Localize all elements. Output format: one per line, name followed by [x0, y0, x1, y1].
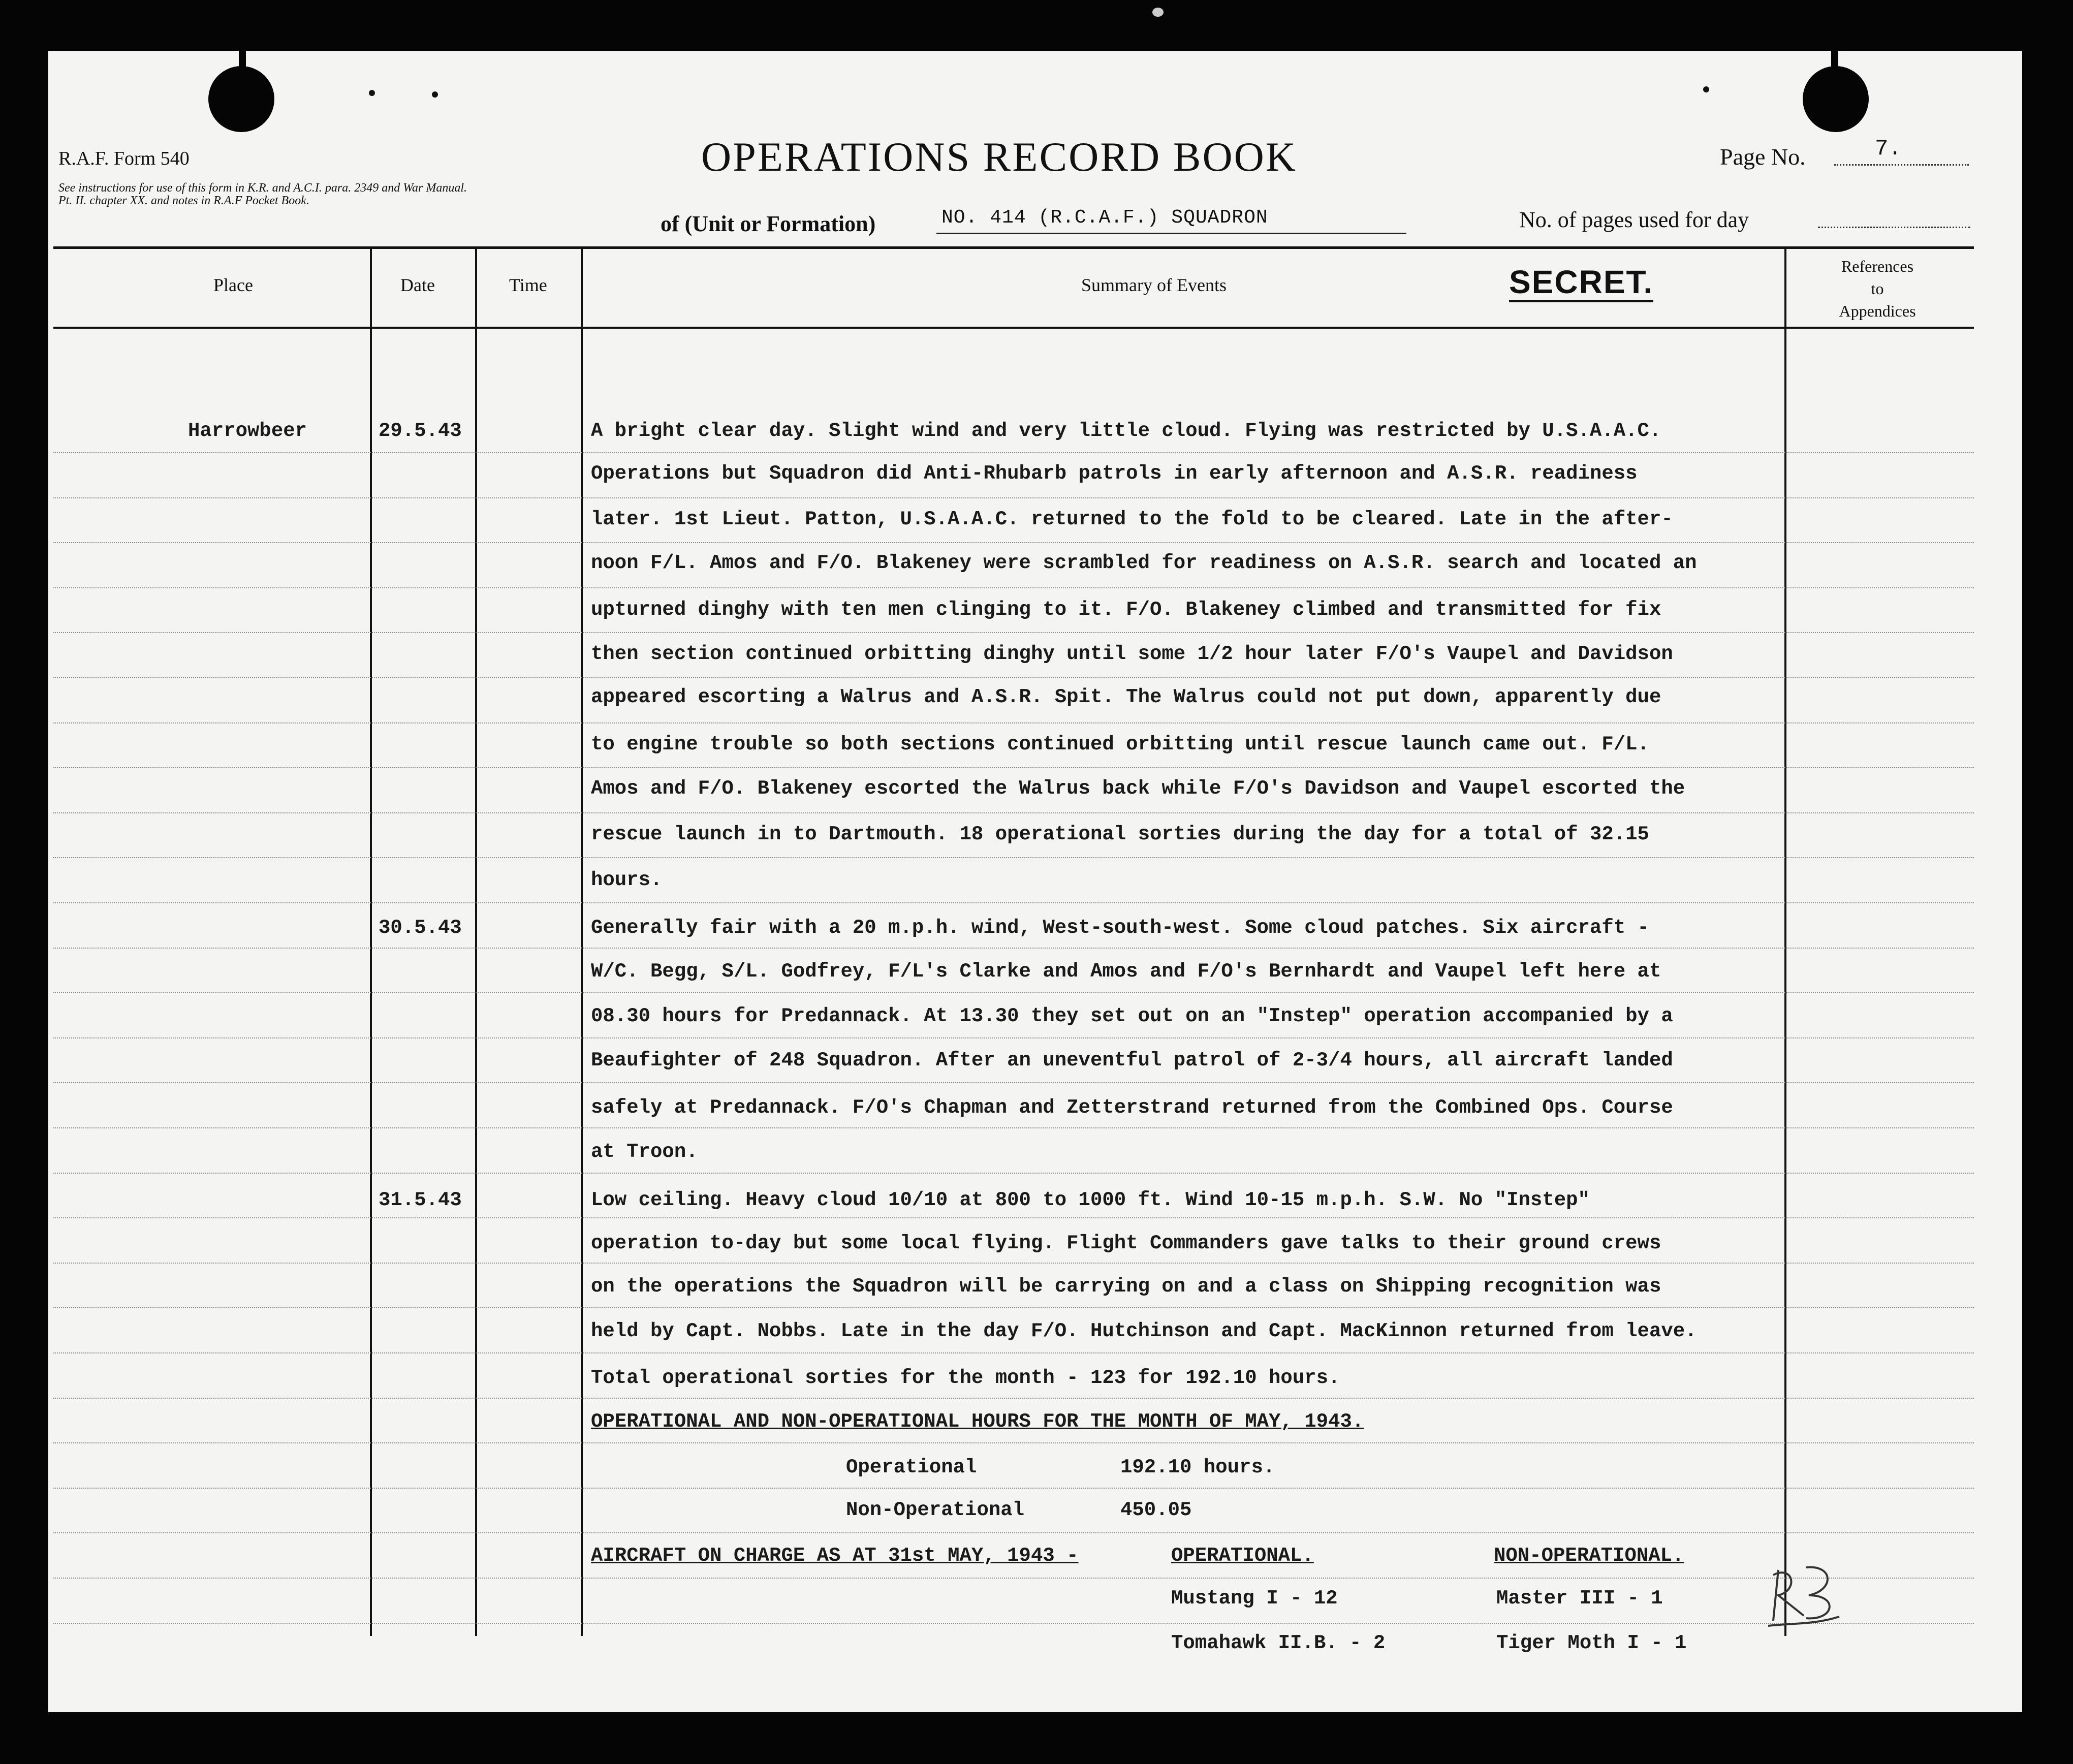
summary-line: Low ceiling. Heavy cloud 10/10 at 800 to 1000 ft. Wind 10-15 m.p.h. S.W. No "Instep": [591, 1189, 1590, 1211]
appendices-line: References: [1841, 257, 1914, 275]
rule-line: [53, 497, 1974, 498]
summary-line: rescue launch in to Dartmouth. 18 operational sorties during the day for a total of 32.15: [591, 823, 1649, 845]
operational-heading: OPERATIONAL.: [1171, 1545, 1314, 1567]
summary-line: held by Capt. Nobbs. Late in the day F/O. Hutchinson and Capt. MacKinnon returned from leave.: [591, 1320, 1697, 1342]
summary-line: 08.30 hours for Predannack. At 13.30 they set out on an "Instep" operation accompanied by a: [591, 1005, 1673, 1027]
unit-value: NO. 414 (R.C.A.F.) SQUADRON: [936, 207, 1406, 234]
summary-line: at Troon.: [591, 1141, 698, 1163]
rule-line: [53, 542, 1974, 543]
rule-line: [53, 1442, 1974, 1443]
date-entry: 29.5.43: [379, 420, 462, 442]
initials-signature: [1758, 1560, 1844, 1631]
date-entry: 30.5.43: [379, 917, 462, 939]
operational-hours-value: 192.10 hours.: [1120, 1456, 1275, 1478]
table-top-border: [53, 246, 1974, 249]
appendices-line: Appendices: [1839, 302, 1916, 320]
rule-line: [53, 1307, 1974, 1308]
speck: [432, 91, 438, 98]
column-header-place: Place: [213, 275, 253, 295]
summary-line: hours.: [591, 869, 663, 891]
summary-line: operation to-day but some local flying. Flight Commanders gave talks to their ground crews: [591, 1232, 1661, 1254]
summary-line: noon F/L. Amos and F/O. Blakeney were scrambled for readiness on A.S.R. search and located an: [591, 552, 1697, 574]
appendices-line: to: [1871, 279, 1884, 298]
page-number-value: 7.: [1834, 136, 1969, 166]
aircraft-row: Tomahawk II.B. - 2: [1171, 1632, 1386, 1654]
summary-line: to engine trouble so both sections continued orbitting until rescue launch came out. F/L.: [591, 733, 1649, 755]
non-operational-hours-value: 450.05: [1120, 1499, 1192, 1521]
secret-stamp: SECRET.: [1509, 264, 1653, 302]
rule-line: [53, 767, 1974, 768]
rule-line: [53, 1488, 1974, 1489]
table-header-border: [53, 327, 1974, 329]
column-divider-summary: [1784, 246, 1786, 1636]
speck: [1703, 86, 1709, 92]
pages-used-label: No. of pages used for day: [1519, 207, 1749, 232]
rule-line: [53, 1623, 1974, 1624]
rule-line: [53, 1127, 1974, 1128]
aircraft-row: Mustang I - 12: [1171, 1587, 1338, 1610]
date-entry: 31.5.43: [379, 1189, 462, 1211]
summary-line: A bright clear day. Slight wind and very little cloud. Flying was restricted by U.S.A.A.C.: [591, 420, 1661, 442]
page-title: OPERATIONS RECORD BOOK: [701, 134, 1298, 180]
summary-line: safely at Predannack. F/O's Chapman and Zetterstrand returned from the Combined Ops. Course: [591, 1096, 1673, 1119]
aircraft-row: Master III - 1: [1496, 1587, 1663, 1610]
summary-line: Amos and F/O. Blakeney escorted the Walrus back while F/O's Davidson and Vaupel escorted the: [591, 777, 1685, 800]
form-label: R.A.F. Form 540: [58, 148, 190, 169]
rule-line: [53, 1578, 1974, 1579]
column-divider-date: [475, 246, 477, 1636]
rule-line: [53, 948, 1974, 949]
operational-hours-label: Operational: [846, 1456, 977, 1478]
rule-line: [53, 812, 1974, 813]
aircraft-row: Tiger Moth I - 1: [1496, 1632, 1687, 1654]
speck: [1152, 8, 1164, 17]
rule-line: [53, 1352, 1974, 1353]
summary-line: upturned dinghy with ten men clinging to it. F/O. Blakeney climbed and transmitted for fix: [591, 598, 1661, 621]
rule-line: [53, 1532, 1974, 1533]
summary-line: Operations but Squadron did Anti-Rhubarb patrols in early afternoon and A.S.R. readiness: [591, 462, 1638, 485]
place-entry: Harrowbeer: [188, 420, 307, 442]
rule-line: [53, 902, 1974, 903]
non-operational-hours-label: Non-Operational: [846, 1499, 1025, 1521]
rule-line: [53, 722, 1974, 723]
rule-line: [53, 1263, 1974, 1264]
rule-line: [53, 857, 1974, 858]
summary-line: then section continued orbitting dinghy until some 1/2 hour later F/O's Vaupel and Davidson: [591, 643, 1673, 665]
speck: [369, 90, 375, 96]
summary-line: W/C. Begg, S/L. Godfrey, F/L's Clarke and Amos and F/O's Bernhardt and Vaupel left here at: [591, 960, 1661, 983]
column-divider-place: [370, 246, 372, 1636]
rule-line: [53, 1398, 1974, 1399]
rule-line: [53, 452, 1974, 453]
rule-line: [53, 677, 1974, 678]
rule-line: [53, 992, 1974, 993]
column-divider-time: [581, 246, 583, 1636]
summary-line: Beaufighter of 248 Squadron. After an uneventful patrol of 2-3/4 hours, all aircraft landed: [591, 1049, 1673, 1072]
pages-used-value: [1818, 227, 1970, 228]
summary-line: Generally fair with a 20 m.p.h. wind, West-south-west. Some cloud patches. Six aircraft -: [591, 917, 1649, 939]
rule-line: [53, 587, 1974, 588]
unit-label: of (Unit or Formation): [661, 211, 876, 236]
summary-line: later. 1st Lieut. Patton, U.S.A.A.C. returned to the fold to be cleared. Late in the after-: [591, 508, 1673, 530]
rule-line: [53, 632, 1974, 633]
summary-line: appeared escorting a Walrus and A.S.R. Spit. The Walrus could not put down, apparently due: [591, 686, 1661, 708]
summary-line: on the operations the Squadron will be carrying on and a class on Shipping recognition was: [591, 1275, 1661, 1298]
column-header-summary: Summary of Events: [1081, 275, 1227, 295]
hours-heading: OPERATIONAL AND NON-OPERATIONAL HOURS FOR THE MONTH OF MAY, 1943.: [591, 1410, 1364, 1433]
rule-line: [53, 1217, 1974, 1218]
aircraft-heading: AIRCRAFT ON CHARGE AS AT 31st MAY, 1943 -: [591, 1545, 1079, 1567]
record-sheet: [48, 51, 2022, 1712]
summary-line: Total operational sorties for the month - 123 for 192.10 hours.: [591, 1367, 1340, 1389]
column-header-time: Time: [509, 275, 547, 295]
binder-hole-right: [1803, 66, 1869, 132]
non-operational-heading: NON-OPERATIONAL.: [1494, 1545, 1684, 1567]
binder-hole-left: [208, 66, 274, 132]
column-header-date: Date: [400, 275, 435, 295]
form-instructions: See instructions for use of this form in K.R. and A.C.I. para. 2349 and War Manual. Pt. II. chapter XX. and notes in R.A.F Pocket Book.: [58, 181, 467, 207]
page-number-label: Page No.: [1720, 144, 1806, 170]
rule-line: [53, 1082, 1974, 1083]
column-header-appendices: [1794, 255, 1961, 322]
rule-line: [53, 1173, 1974, 1174]
rule-line: [53, 1037, 1974, 1038]
